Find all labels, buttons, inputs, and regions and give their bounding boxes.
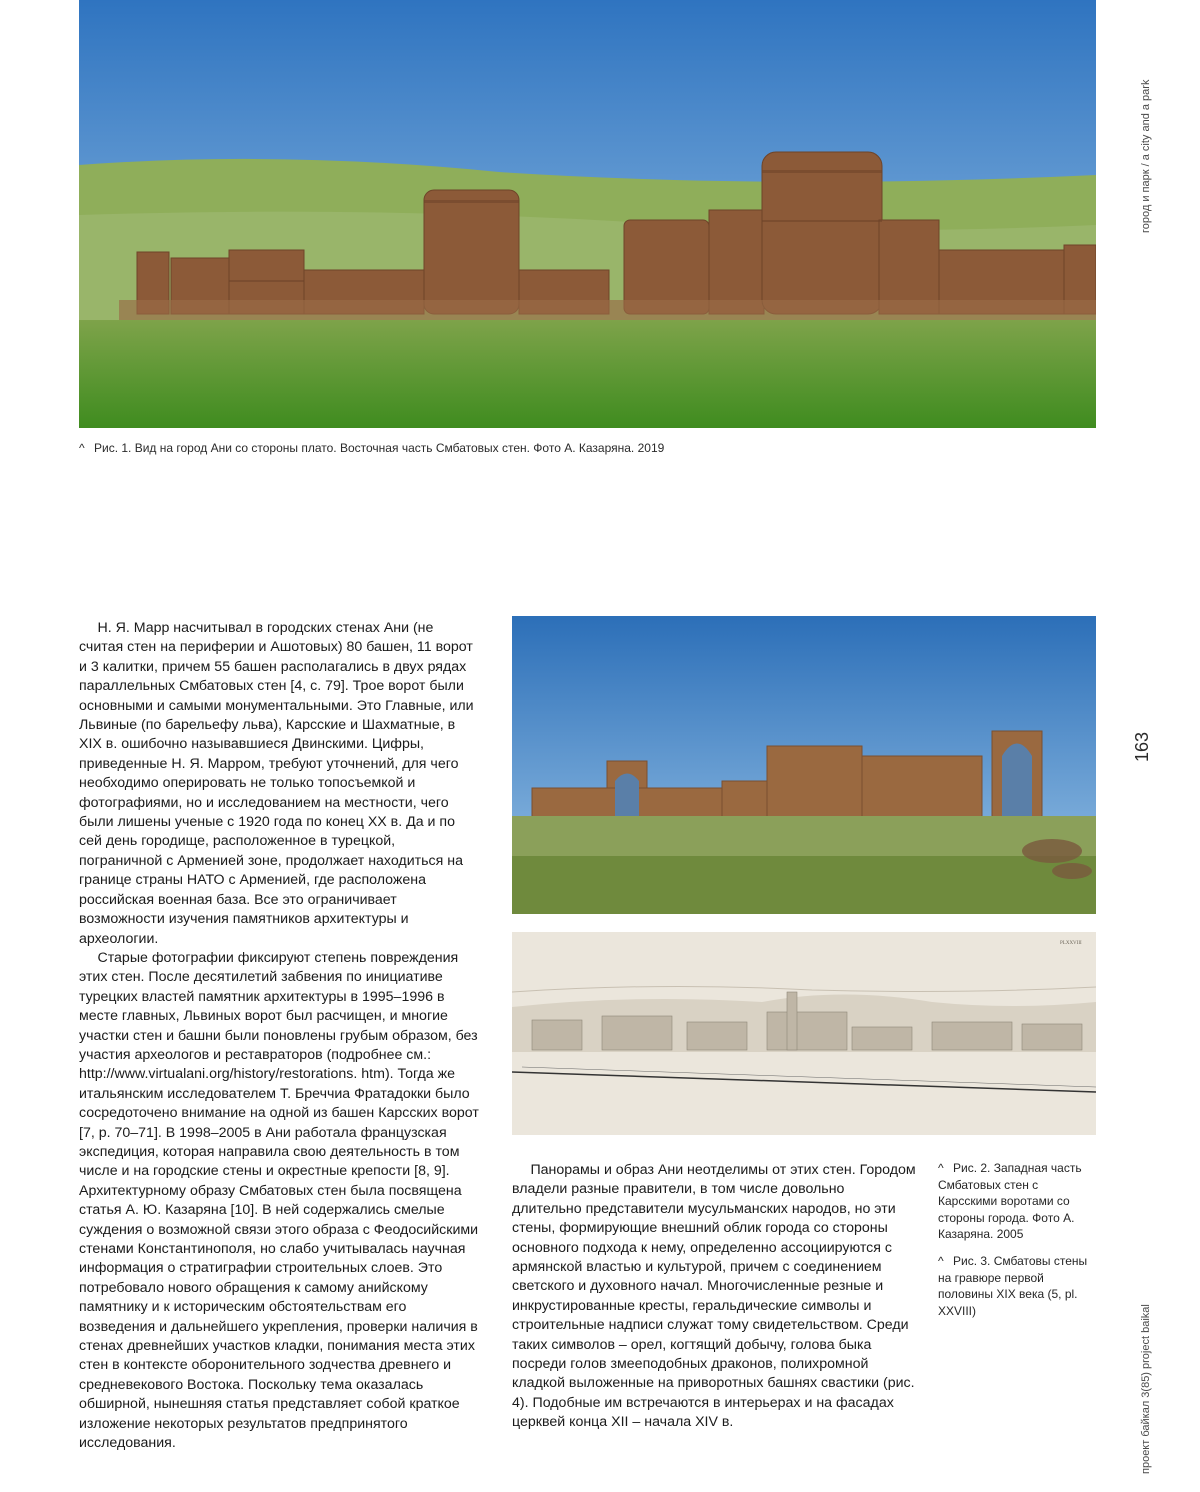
body-left-column <box>79 619 481 1453</box>
fortress-walls-photo-1 <box>79 0 1096 428</box>
body-middle-column <box>512 1161 917 1433</box>
figure-2-caption-text: Рис. 2. Западная часть Смбатовых стен с Карсскими воротами со стороны города. Фото А. Казаряна. 2005 <box>938 1161 1082 1242</box>
body-paragraph: Н. Я. Марр насчитывал в городских стенах Ани (не считая стен на периферии и Ашотовых) 80 башен, 11 ворот и 3 калитки, причем 55 башен располагались в двух рядах параллельных Смбатовых стен [4, с. 79]. Трое ворот были основными и самыми монументальными. Это Главные, или Львиные (по барельефу льва), Карсские и Шахматные, в XIX в. ошибочно называвшиеся Двинскими. Цифры, приведенные Н. Я. Марром, требуют уточнений, для чего необходимо оперировать не только топосъемкой и фотографиями, но и исследованием на местности, чего были лишены ученые с 1920 года по конец XX в. Да и по сей день городище, расположенное в турецкой, пограничной с Арменией зоне, продолжает находиться на границе страны НАТО с Арменией, где расположена российская военная база. Все это ограничивает возможности изучения памятников архитектуры и археологии. <box>79 620 474 947</box>
figure-1-photo <box>79 0 1096 428</box>
figure-2-caption <box>938 1160 1098 1243</box>
figure-3-engraving <box>512 932 1096 1135</box>
figure-3-caption-text: Рис. 3. Смбатовы стены на гравюре первой половины XIX века (5, pl. XXVIII) <box>938 1253 1088 1318</box>
figure-3-caption <box>938 1253 1098 1319</box>
page-number: 163 <box>1132 731 1152 762</box>
figure-captions-side <box>938 1160 1098 1329</box>
running-head-top: город и парк / a city and a park <box>1140 79 1152 233</box>
caption-marker: ^ <box>79 441 85 455</box>
caption-marker: ^ <box>938 1253 944 1268</box>
body-paragraph: Панорамы и образ Ани неотделимы от этих стен. Городом владели разные правители, в том числе довольно длительно представители мусульманских народов, но эти стены, формирующие внешний облик города со стороны основного подхода к нему, определенно ассоциируются с армянской властью и культурой, причем с соединением светского и духовного начал. Многочисленные резные и инкрустированные кресты, геральдические символы и строительные надписи служат тому свидетельством. Среди таких символов – орел, когтящий добычу, голова быка посреди голов змееподобных драконов, полихромной кладкой выложенные на приворотных башнях свастики (рис. 4). Подобные им встречаются в интерьерах и на фасадах церквей конца XII – начала XIV в. <box>512 1162 916 1431</box>
body-paragraph: Старые фотографии фиксируют степень повреждения этих стен. После десятилетий забвения по инициативе турецких властей памятник архитектуры в 1995–1996 в месте главных, Львиных ворот был расчищен, и многие участки стен и башни были поновлены грубым образом, без участия археологов и реставраторов (подробнее см.: http://www.virtualani.org/history/restorations. htm). Тогда же итальянским исследователем Т. Бреччиа Фратадокки было сосредоточено внимание на одной из башен Карсских ворот [7, p. 70–71]. В 1998–2005 в Ани работала французская экспедиция, которая направила свою деятельность в том числе и на городские стены и окрестные крепости [8, 9]. Архитектурному образу Смбатовых стен была посвящена статья А. Ю. Казаряна [10]. В ней содержались смелые суждения о возможной связи этого образа с Феодосийскими стенами Константинополя, но слабо учитывалась научная информация о стратиграфии строительных слоев. Это потребовало нового обращения к самому анийскому памятнику и к историческим обстоятельствам его возведения и дальнейшего укрепления, проверки наличия в стенах древнейших участков кладки, понимания места этих стен в контексте оборонительного зодчества древнего и средневекового Востока. Поскольку тема оказалась обширной, нынешняя статья представляет собой краткое изложение некоторых результатов предпринятого исследования. <box>79 949 479 1452</box>
running-head-bottom: проект байкал 3(85) project baikal <box>1140 1304 1152 1474</box>
fortress-walls-engraving <box>512 932 1096 1135</box>
figure-1-caption-text: Рис. 1. Вид на город Ани со стороны плато. Восточная часть Смбатовых стен. Фото А. Казаряна. 2019 <box>93 441 665 455</box>
figure-1-caption <box>79 440 1096 456</box>
figure-2-photo <box>512 616 1096 914</box>
caption-marker: ^ <box>938 1161 944 1175</box>
fortress-walls-photo-2 <box>512 616 1096 914</box>
plate-label: PLXXVIII <box>1060 941 1082 946</box>
